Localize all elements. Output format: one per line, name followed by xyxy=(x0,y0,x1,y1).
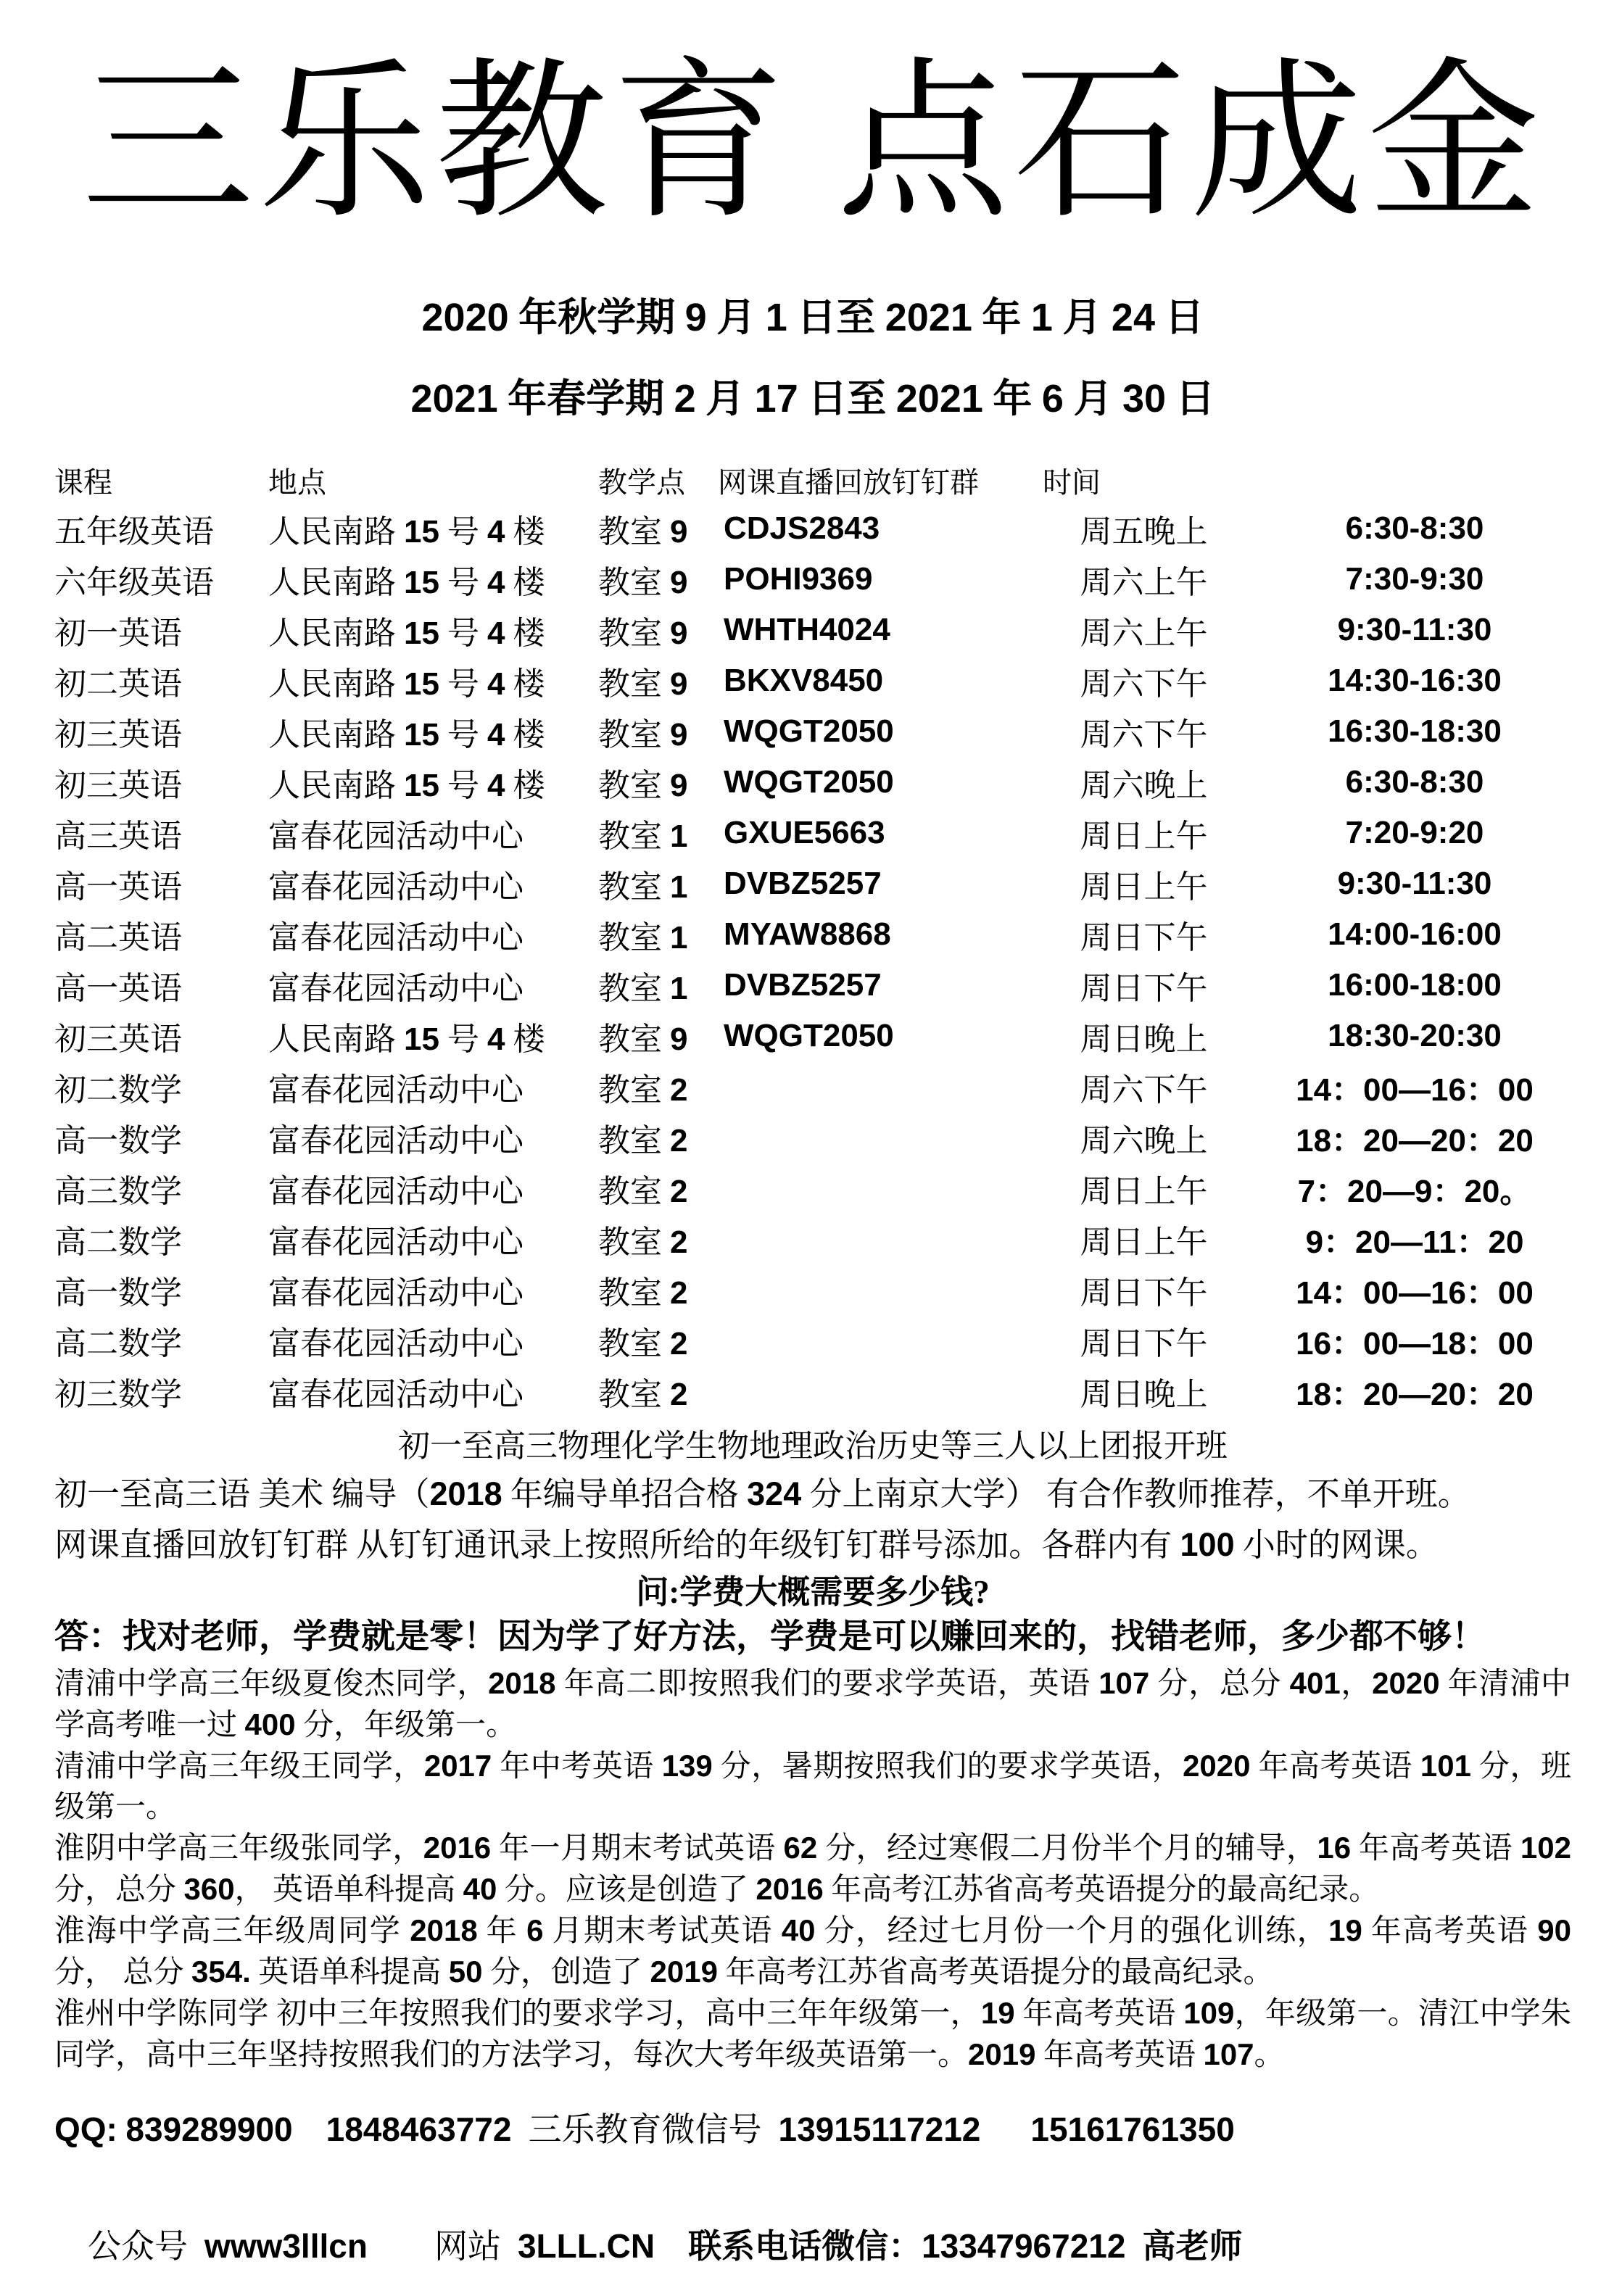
schedule-cell-location: 富春花园活动中心 xyxy=(268,1275,524,1311)
semester-line-spring: 2021 年春学期 2 月 17 日至 2021 年 6 月 30 日 xyxy=(410,376,1215,420)
schedule-row xyxy=(54,757,1571,808)
schedule-cell-classroom: 教室 9 xyxy=(598,767,688,803)
testimonial-paragraph: 淮州中学陈同学 初中三年按照我们的要求学习，高中三年年级第一，19 年高考英语 109，年级第一。清江中学朱同学，高中三年坚持按照我们的方法学习，每次大考年级英语第一。2019 年高考英语 107。 xyxy=(54,1995,1571,2072)
schedule-cell-day: 周六下午 xyxy=(1080,716,1208,753)
testimonial-paragraph: 淮海中学高三年级周同学 2018 年 6 月期末考试英语 40 分，经过七月份一个月的强化训练，19 年高考英语 90 分， 总分 354. 英语单科提高 50 分，创造了 2019 年高考江苏省高考英语提分的最高纪录。 xyxy=(54,1912,1571,1989)
schedule-row xyxy=(54,1061,1571,1112)
schedule-cell-course: 六年级英语 xyxy=(54,564,214,600)
schedule-cell-day: 周日上午 xyxy=(1080,1224,1208,1260)
schedule-cell-day: 周五晚上 xyxy=(1080,513,1208,550)
schedule-table xyxy=(54,458,1571,1417)
schedule-cell-course: 初三英语 xyxy=(54,1021,182,1057)
schedule-row xyxy=(54,1214,1571,1264)
schedule-row xyxy=(54,554,1571,605)
schedule-cell-time: 16:00-18:00 xyxy=(1328,966,1502,1003)
schedule-cell-classroom: 教室 2 xyxy=(598,1173,688,1209)
schedule-cell-course: 高三数学 xyxy=(54,1173,182,1209)
phone-wechat-contact: 联系电话微信：13347967212 高老师 xyxy=(688,2226,1243,2265)
schedule-cell-location: 人民南路 15 号 4 楼 xyxy=(268,513,545,550)
page-title: 三乐教育 点石成金 xyxy=(81,49,1544,239)
schedule-cell-dingtalk-group: MYAW8868 xyxy=(724,916,891,952)
schedule-cell-location: 人民南路 15 号 4 楼 xyxy=(268,1021,545,1057)
schedule-cell-day: 周六下午 xyxy=(1080,1072,1208,1108)
schedule-cell-time: 9:30-11:30 xyxy=(1337,611,1492,647)
testimonials-section xyxy=(54,1663,1571,2076)
schedule-row xyxy=(54,605,1571,655)
header-time: 时间 xyxy=(1043,466,1101,500)
schedule-cell-time: 16：00—18：00 xyxy=(1296,1325,1534,1362)
schedule-cell-day: 周日晚上 xyxy=(1080,1376,1208,1412)
schedule-cell-time: 6:30-8:30 xyxy=(1345,763,1484,800)
qq-contact-line: QQ: 839289900 1848463772 三乐教育微信号 13915117212 15161761350 xyxy=(54,2110,1235,2148)
group-enroll-note: 初一至高三物理化学生物地理政治历史等三人以上团报开班 xyxy=(398,1427,1228,1464)
testimonial-paragraph: 清浦中学高三年级夏俊杰同学，2018 年高二即按照我们的要求学英语，英语 107 分，总分 401，2020 年清浦中学高考唯一过 400 分，年级第一。 xyxy=(54,1665,1571,1742)
schedule-cell-day: 周日下午 xyxy=(1080,1275,1208,1311)
schedule-cell-time: 7:20-9:20 xyxy=(1345,814,1484,850)
schedule-cell-location: 富春花园活动中心 xyxy=(268,1224,524,1260)
header-course: 课程 xyxy=(54,466,112,500)
schedule-cell-course: 高三英语 xyxy=(54,818,182,854)
public-account-and-website: 公众号 www3lllcn 网站 3LLL.CN xyxy=(88,2226,655,2265)
schedule-cell-location: 富春花园活动中心 xyxy=(268,1325,524,1362)
schedule-cell-location: 富春花园活动中心 xyxy=(268,1376,524,1412)
schedule-cell-classroom: 教室 9 xyxy=(598,615,688,651)
schedule-cell-time: 9：20—11：20 xyxy=(1305,1224,1524,1260)
schedule-cell-classroom: 教室 1 xyxy=(598,818,688,854)
schedule-cell-day: 周日上午 xyxy=(1080,869,1208,905)
schedule-cell-classroom: 教室 9 xyxy=(598,716,688,753)
schedule-cell-day: 周日晚上 xyxy=(1080,1021,1208,1057)
schedule-cell-location: 人民南路 15 号 4 楼 xyxy=(268,767,545,803)
schedule-row xyxy=(54,503,1571,554)
schedule-cell-time: 18:30-20:30 xyxy=(1328,1017,1502,1053)
schedule-cell-course: 高一英语 xyxy=(54,970,182,1006)
schedule-cell-course: 初一英语 xyxy=(54,615,182,651)
schedule-cell-dingtalk-group: WQGT2050 xyxy=(724,763,894,800)
schedule-cell-time: 7:30-9:30 xyxy=(1345,560,1484,597)
schedule-cell-location: 富春花园活动中心 xyxy=(268,1122,524,1159)
schedule-cell-day: 周六下午 xyxy=(1080,666,1208,702)
schedule-cell-location: 富春花园活动中心 xyxy=(268,869,524,905)
schedule-row xyxy=(54,1366,1571,1417)
schedule-cell-day: 周六晚上 xyxy=(1080,1122,1208,1159)
schedule-cell-classroom: 教室 9 xyxy=(598,1021,688,1057)
schedule-cell-time: 16:30-18:30 xyxy=(1328,713,1502,749)
schedule-cell-course: 高二数学 xyxy=(54,1224,182,1260)
schedule-row xyxy=(54,960,1571,1011)
schedule-cell-dingtalk-group: CDJS2843 xyxy=(724,510,880,546)
schedule-cell-dingtalk-group: DVBZ5257 xyxy=(724,966,882,1003)
schedule-cell-location: 富春花园活动中心 xyxy=(268,818,524,854)
schedule-cell-course: 高一数学 xyxy=(54,1122,182,1159)
schedule-cell-day: 周日下午 xyxy=(1080,970,1208,1006)
schedule-cell-classroom: 教室 2 xyxy=(598,1224,688,1260)
schedule-cell-classroom: 教室 1 xyxy=(598,919,688,956)
schedule-cell-course: 高一英语 xyxy=(54,869,182,905)
schedule-cell-course: 高二数学 xyxy=(54,1325,182,1362)
schedule-cell-day: 周日上午 xyxy=(1080,1173,1208,1209)
schedule-cell-classroom: 教室 9 xyxy=(598,564,688,600)
schedule-row xyxy=(54,706,1571,757)
schedule-cell-dingtalk-group: WHTH4024 xyxy=(724,611,890,647)
schedule-cell-course: 初三英语 xyxy=(54,716,182,753)
semester-dates xyxy=(54,277,1571,439)
schedule-header-row xyxy=(54,458,1571,503)
schedule-row xyxy=(54,1264,1571,1315)
schedule-cell-course: 高一数学 xyxy=(54,1275,182,1311)
schedule-cell-dingtalk-group: DVBZ5257 xyxy=(724,865,882,901)
header-location: 地点 xyxy=(268,466,326,500)
schedule-cell-location: 富春花园活动中心 xyxy=(268,1173,524,1209)
schedule-cell-day: 周日下午 xyxy=(1080,1325,1208,1362)
schedule-cell-day: 周日上午 xyxy=(1080,818,1208,854)
dingtalk-note: 网课直播回放钉钉群 从钉钉通讯录上按照所给的年级钉钉群号添加。各群内有 100 小时的网课。 xyxy=(54,1525,1439,1563)
schedule-row xyxy=(54,1011,1571,1061)
schedule-cell-time: 9:30-11:30 xyxy=(1337,865,1492,901)
schedule-row xyxy=(54,655,1571,706)
schedule-cell-classroom: 教室 2 xyxy=(598,1376,688,1412)
schedule-cell-dingtalk-group: WQGT2050 xyxy=(724,1017,894,1053)
schedule-cell-course: 初二英语 xyxy=(54,666,182,702)
schedule-cell-time: 18：20—20：20 xyxy=(1296,1122,1534,1159)
schedule-cell-course: 五年级英语 xyxy=(54,513,214,550)
schedule-cell-time: 14：00—16：00 xyxy=(1296,1072,1534,1108)
schedule-cell-course: 初二数学 xyxy=(54,1072,182,1108)
schedule-cell-time: 14：00—16：00 xyxy=(1296,1275,1534,1311)
schedule-cell-day: 周六上午 xyxy=(1080,564,1208,600)
schedule-cell-time: 14:00-16:00 xyxy=(1328,916,1502,952)
schedule-cell-location: 富春花园活动中心 xyxy=(268,970,524,1006)
schedule-cell-time: 6:30-8:30 xyxy=(1345,510,1484,546)
testimonial-paragraph: 淮阴中学高三年级张同学，2016 年一月期末考试英语 62 分，经过寒假二月份半个月的辅导，16 年高考英语 102 分，总分 360， 英语单科提高 40 分。应该是创造了 2016 年高考江苏省高考英语提分的最高纪录。 xyxy=(54,1830,1571,1907)
schedule-row xyxy=(54,808,1571,858)
schedule-cell-classroom: 教室 2 xyxy=(598,1275,688,1311)
schedule-cell-dingtalk-group: BKXV8450 xyxy=(724,662,884,698)
schedule-cell-day: 周六上午 xyxy=(1080,615,1208,651)
website-contact-line xyxy=(54,2181,1571,2296)
schedule-cell-time: 7：20—9：20。 xyxy=(1297,1173,1532,1209)
schedule-cell-day: 周六晚上 xyxy=(1080,767,1208,803)
tuition-answer: 答：找对老师，学费就是零！因为学了好方法，学费是可以赚回来的，找错老师，多少都不够！ xyxy=(54,1617,1486,1656)
testimonial-paragraph: 清浦中学高三年级王同学，2017 年中考英语 139 分，暑期按照我们的要求学英语，2020 年高考英语 101 分，班级第一。 xyxy=(54,1748,1571,1824)
schedule-cell-course: 初三英语 xyxy=(54,767,182,803)
schedule-cell-location: 人民南路 15 号 4 楼 xyxy=(268,564,545,600)
schedule-cell-course: 初三数学 xyxy=(54,1376,182,1412)
header-dingtalk-group: 网课直播回放钉钉群 xyxy=(718,466,979,500)
schedule-cell-classroom: 教室 1 xyxy=(598,869,688,905)
semester-line-fall: 2020 年秋学期 9 月 1 日至 2021 年 1 月 24 日 xyxy=(421,295,1204,339)
schedule-cell-location: 富春花园活动中心 xyxy=(268,1072,524,1108)
schedule-cell-classroom: 教室 2 xyxy=(598,1325,688,1362)
schedule-row xyxy=(54,1315,1571,1366)
art-course-note: 初一至高三语 美术 编导（2018 年编导单招合格 324 分上南京大学） 有合作教师推荐，不单开班。 xyxy=(54,1475,1470,1512)
schedule-row xyxy=(54,1163,1571,1214)
schedule-cell-location: 人民南路 15 号 4 楼 xyxy=(268,716,545,753)
schedule-cell-location: 人民南路 15 号 4 楼 xyxy=(268,615,545,651)
schedule-cell-location: 富春花园活动中心 xyxy=(268,919,524,956)
schedule-row xyxy=(54,909,1571,960)
schedule-row xyxy=(54,858,1571,909)
schedule-cell-time: 18：20—20：20 xyxy=(1296,1376,1534,1412)
schedule-cell-classroom: 教室 1 xyxy=(598,970,688,1006)
schedule-cell-classroom: 教室 9 xyxy=(598,666,688,702)
schedule-cell-classroom: 教室 2 xyxy=(598,1122,688,1159)
schedule-cell-day: 周日下午 xyxy=(1080,919,1208,956)
schedule-cell-classroom: 教室 2 xyxy=(598,1072,688,1108)
schedule-cell-location: 人民南路 15 号 4 楼 xyxy=(268,666,545,702)
schedule-cell-classroom: 教室 9 xyxy=(598,513,688,550)
schedule-cell-dingtalk-group: WQGT2050 xyxy=(724,713,894,749)
header-classroom: 教学点 xyxy=(598,466,685,500)
schedule-row xyxy=(54,1112,1571,1163)
schedule-cell-dingtalk-group: GXUE5663 xyxy=(724,814,885,850)
tuition-question: 问:学费大概需要多少钱? xyxy=(636,1573,990,1610)
schedule-cell-time: 14:30-16:30 xyxy=(1328,662,1502,698)
schedule-cell-dingtalk-group: POHI9369 xyxy=(724,560,873,597)
schedule-cell-course: 高二英语 xyxy=(54,919,182,956)
